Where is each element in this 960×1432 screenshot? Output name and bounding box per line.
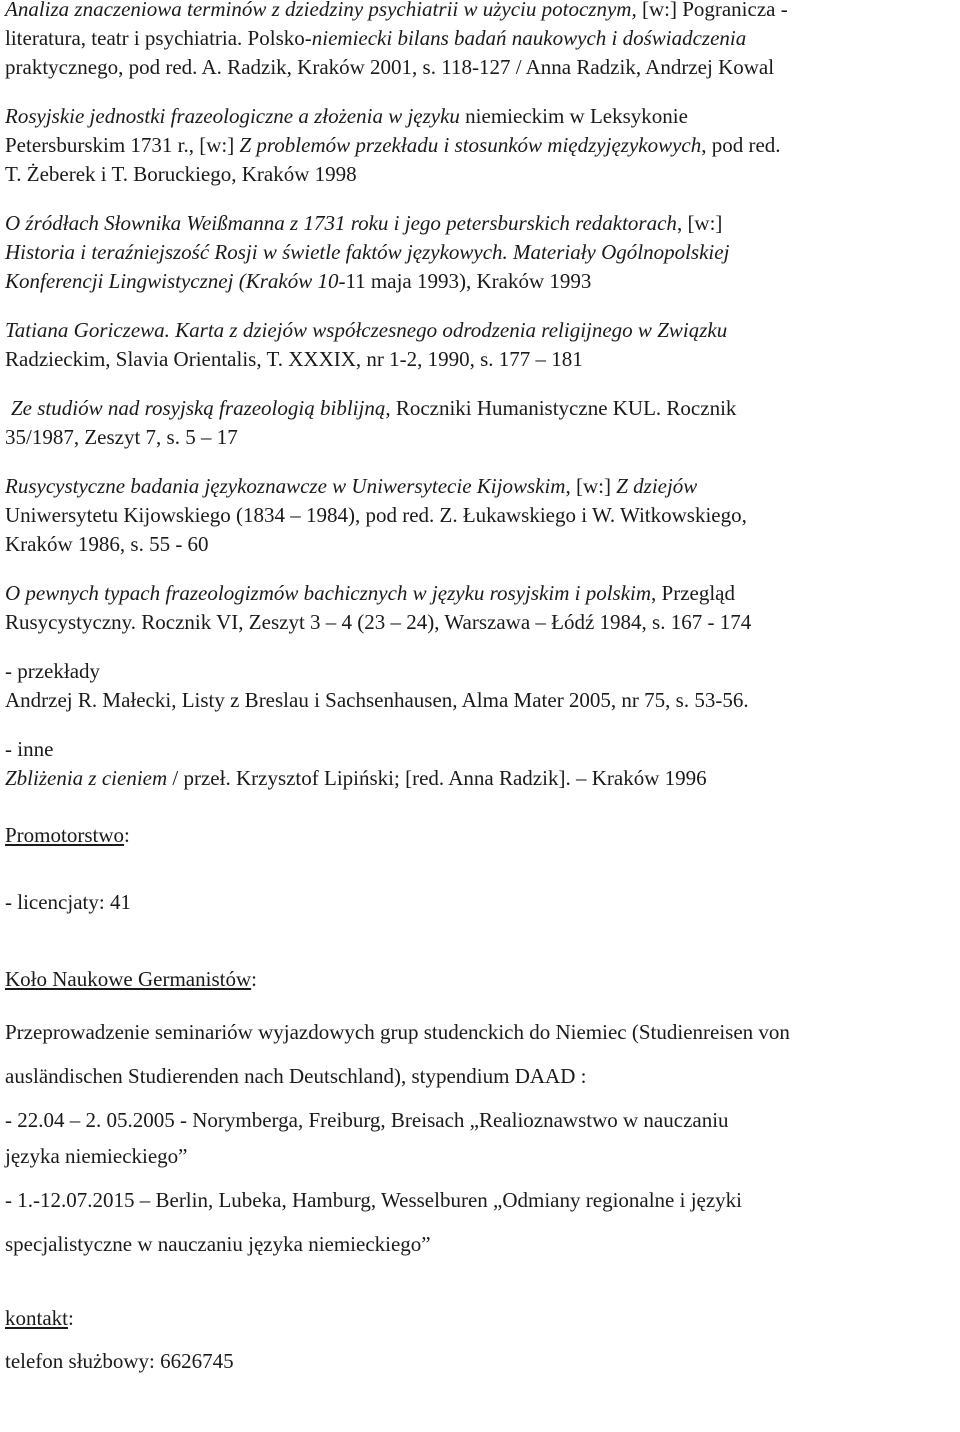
entry-line	[11, 394, 957, 423]
bibliography-entry	[5, 209, 957, 296]
entry-line	[5, 131, 957, 160]
section-heading: - przekłady	[5, 659, 101, 683]
entry-title: Konferencji Lingwistycznej (Kraków 10-	[5, 269, 346, 293]
section-heading	[5, 821, 957, 850]
heading-colon: :	[68, 1306, 74, 1330]
entry-text: [w:] Pogranicza -	[636, 0, 788, 21]
entry-title: O źródłach Słownika Weißmanna z 1731 roku i jego petersburskich redaktorach	[5, 211, 677, 235]
section-heading: - inne	[5, 737, 54, 761]
trip-line: - 1.-12.07.2015 – Berlin, Lubeka, Hamburg, Wesselburen „Odmiany regionalne i języki	[5, 1188, 743, 1212]
entry-text: , Przegląd	[651, 581, 736, 605]
section-heading	[5, 965, 957, 994]
entry-text: , [w:]	[565, 474, 617, 498]
entry-title: Ze studiów nad rosyjską frazeologią biblijną	[11, 396, 386, 420]
entry-text: / przeł. Krzysztof Lipiński; [red. Anna Radzik]. – Kraków 1996	[167, 766, 707, 790]
bibliography-entry	[5, 579, 957, 637]
section-heading-label: kontakt	[5, 1306, 68, 1330]
document-page	[5, 0, 957, 1376]
entry-line	[5, 267, 957, 296]
entry-text: , pod red.	[701, 133, 781, 157]
kolo-section	[5, 965, 957, 1266]
entry-title: Z dziejów	[616, 474, 698, 498]
bibliography-entry	[5, 102, 957, 189]
entry-line: Rusycystyczny. Rocznik VI, Zeszyt 3 – 4 (23 – 24), Warszawa – Łódź 1984, s. 167 - 174	[5, 610, 752, 634]
entry-text: , Roczniki Humanistyczne KUL. Rocznik	[385, 396, 737, 420]
other-line	[5, 764, 957, 793]
entry-text: niemieckim w Leksykonie	[459, 104, 688, 128]
trip-line: języka niemieckiego”	[5, 1144, 188, 1168]
entry-text: 11 maja 1993), Kraków 1993	[345, 269, 592, 293]
bibliography-entry	[5, 0, 957, 82]
entry-line	[5, 24, 957, 53]
entry-line	[5, 102, 957, 131]
entry-line: T. Żeberek i T. Boruckiego, Kraków 1998	[5, 162, 357, 186]
entry-title: Rusycystyczne badania językoznawcze w Uniwersytecie Kijowskim	[5, 474, 566, 498]
entry-line: Tatiana Goriczewa. Karta z dziejów współczesnego odrodzenia religijnego w Związku	[5, 318, 728, 342]
entry-line: Kraków 1986, s. 55 - 60	[5, 532, 209, 556]
entry-text: , [w:]	[676, 211, 723, 235]
section-heading-label: Koło Naukowe Germanistów	[5, 967, 252, 991]
translations-section	[5, 657, 957, 715]
entry-line	[5, 579, 957, 608]
entry-title: Analiza znaczeniowa terminów z dziedziny psychiatrii w użyciu potocznym,	[5, 0, 637, 21]
entry-title: Rosyjskie jednostki frazeologiczne a złożenia w języku	[5, 104, 460, 128]
phone-line: telefon służbowy: 6626745	[5, 1349, 234, 1373]
entry-line	[5, 209, 957, 238]
kontakt-section	[5, 1304, 957, 1376]
entry-title: Zbliżenia z cieniem	[5, 766, 168, 790]
bibliography-entry	[5, 394, 957, 452]
entry-line: Uniwersytetu Kijowskiego (1834 – 1984), pod red. Z. Łukawskiego i W. Witkowskiego,	[5, 503, 747, 527]
entry-title: Z problemów przekładu i stosunków międzyjęzykowych	[239, 133, 702, 157]
entry-text: literatura, teatr i psychiatria. Polsko-	[5, 26, 312, 50]
section-heading-label: Promotorstwo	[5, 823, 125, 847]
entry-text: Petersburskim 1731 r., [w:]	[5, 133, 240, 157]
entry-line: Historia i teraźniejszość Rosji w świetle faktów językowych. Materiały Ogólnopolskiej	[5, 240, 730, 264]
entry-title: niemiecki bilans badań naukowych i doświadczenia	[311, 26, 747, 50]
entry-line	[5, 0, 957, 24]
heading-colon: :	[251, 967, 257, 991]
trip-line: specjalistyczne w nauczaniu języka niemieckiego”	[5, 1232, 431, 1256]
trip-line: - 22.04 – 2. 05.2005 - Norymberga, Freiburg, Breisach „Realioznawstwo w nauczaniu	[5, 1108, 729, 1132]
kolo-description	[5, 1010, 957, 1266]
bibliography-entry	[5, 316, 957, 374]
heading-colon: :	[124, 823, 130, 847]
entry-line	[5, 472, 957, 501]
entry-line: Radzieckim, Slavia Orientalis, T. XXXIX, nr 1-2, 1990, s. 177 – 181	[5, 347, 583, 371]
entry-title: O pewnych typach frazeologizmów bachicznych w języku rosyjskim i polskim	[5, 581, 652, 605]
bibliography-entry	[5, 472, 957, 559]
kolo-line: ausländischen Studierenden nach Deutschland), stypendium DAAD :	[5, 1064, 587, 1088]
kolo-line: Przeprowadzenie seminariów wyjazdowych grup studenckich do Niemiec (Studienreisen von	[5, 1020, 790, 1044]
entry-line: praktycznego, pod red. A. Radzik, Kraków 2001, s. 118-127 / Anna Radzik, Andrzej Kowal	[5, 55, 775, 79]
section-heading	[5, 1304, 957, 1333]
translation-line: Andrzej R. Małecki, Listy z Breslau i Sachsenhausen, Alma Mater 2005, nr 75, s. 53-56.	[5, 688, 749, 712]
licencjaty-line: - licencjaty: 41	[5, 890, 131, 914]
other-section	[5, 735, 957, 793]
entry-line: 35/1987, Zeszyt 7, s. 5 – 17	[5, 425, 238, 449]
promotorstwo-section	[5, 821, 957, 917]
